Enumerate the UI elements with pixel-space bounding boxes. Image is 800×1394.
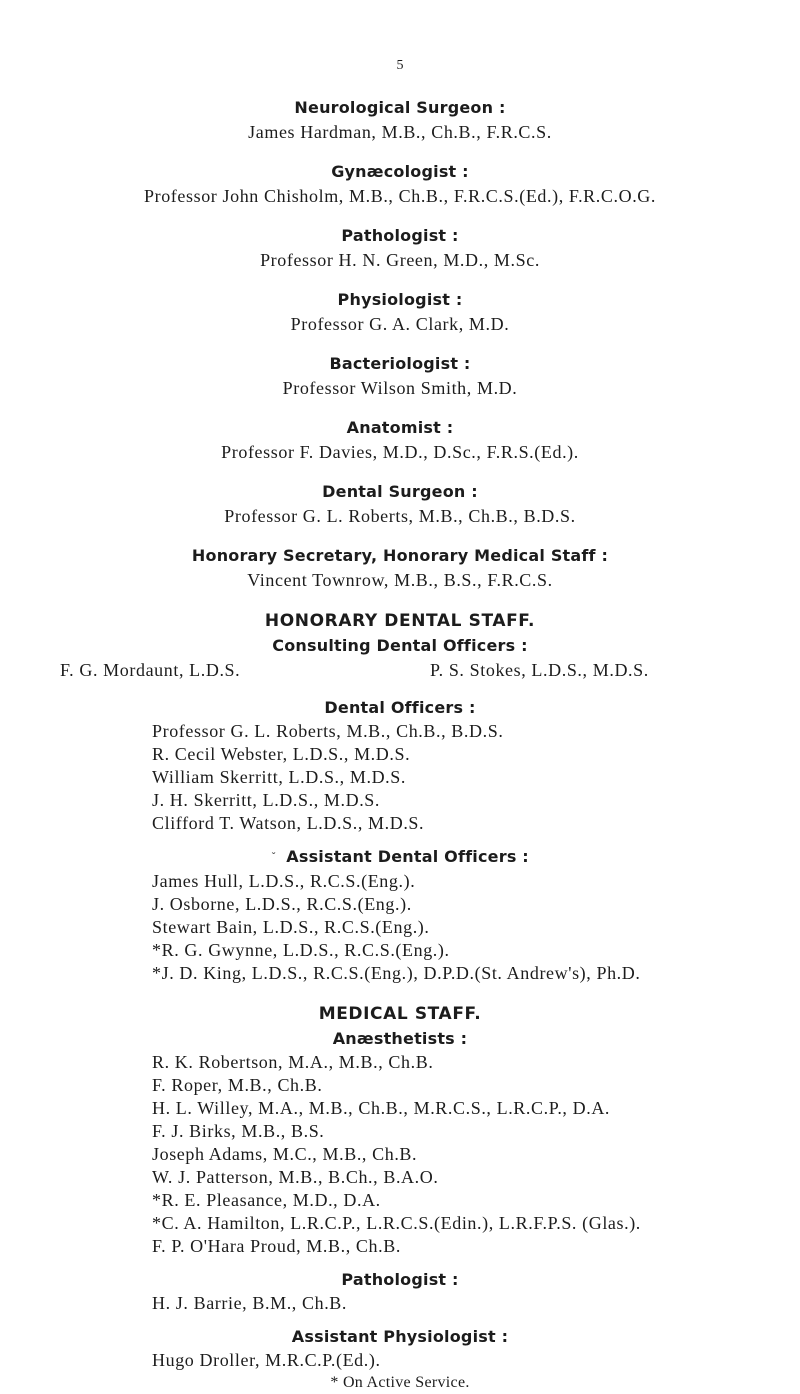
assistant-dental-title [0,845,800,870]
list-item: R. K. Robertson, M.A., M.B., Ch.B. [152,1051,434,1072]
list-item: James Hull, L.D.S., R.C.S.(Eng.). [152,870,416,891]
list-item: R. Cecil Webster, L.D.S., M.D.S. [152,744,411,764]
dental-officers-list [0,720,800,835]
page-number: 5 [396,58,404,73]
anaesthetists-title: Anæsthetists : [332,1028,468,1048]
list-item: J. H. Skerritt, L.D.S., M.D.S. [152,790,381,810]
list-item: H. L. Willey, M.A., M.B., Ch.B., M.R.C.S., L.R.C.P., D.A. [152,1097,611,1118]
pathologist-title: Pathologist : [341,1269,459,1289]
list-item: F. Roper, M.B., Ch.B. [152,1074,323,1095]
list-item: Stewart Bain, L.D.S., R.C.S.(Eng.). [152,916,430,937]
footnote: * On Active Service. [330,1373,470,1391]
assistant-dental-list [0,870,800,985]
staff-person: Professor Wilson Smith, M.D. [282,378,518,398]
list-item: F. J. Birks, M.B., B.S. [152,1120,325,1141]
staff-list [0,96,800,1394]
section-heading-dental: HONORARY DENTAL STAFF. [264,611,536,631]
list-item: *J. D. King, L.D.S., R.C.S.(Eng.), D.P.D.(St. Andrew's), Ph.D. [152,962,641,983]
section-heading-medical: MEDICAL STAFF. [318,1003,482,1024]
assistant-dental-title-text: Assistant Dental Officers : [286,847,529,866]
stray-mark-icon: ˇ [271,851,277,863]
staff-entry [0,352,800,400]
staff-entry [0,416,800,464]
staff-person: Vincent Townrow, M.B., B.S., F.R.C.S. [247,570,553,590]
list-item: *C. A. Hamilton, L.R.C.P., L.R.C.S.(Edin.), L.R.F.P.S. (Glas.). [152,1212,641,1233]
staff-role: Bacteriologist : [329,354,471,373]
assistant-physiologist-list [0,1349,800,1372]
list-item: F. P. O'Hara Proud, M.B., Ch.B. [152,1235,401,1256]
assistant-physiologist-title: Assistant Physiologist : [291,1326,509,1346]
list-item: W. J. Patterson, M.B., B.Ch., B.A.O. [152,1166,439,1187]
anaesthetists-list [0,1051,800,1258]
consulting-dental-row [0,658,800,682]
staff-person: Professor F. Davies, M.D., D.Sc., F.R.S.(Ed.). [221,442,579,462]
staff-entry [0,480,800,528]
list-item: Joseph Adams, M.C., M.B., Ch.B. [152,1143,418,1164]
list-item: H. J. Barrie, B.M., Ch.B. [152,1292,347,1313]
staff-role: Gynæcologist : [331,162,469,181]
list-item: *R. E. Pleasance, M.D., D.A. [152,1189,381,1210]
staff-person: Professor G. A. Clark, M.D. [290,314,510,334]
list-item: *R. G. Gwynne, L.D.S., R.C.S.(Eng.). [152,939,450,960]
staff-entry [0,96,800,144]
staff-role: Pathologist : [341,226,459,245]
staff-role: Neurological Surgeon : [294,98,506,117]
staff-entry [0,224,800,272]
staff-role: Honorary Secretary, Honorary Medical Staff : [191,546,609,565]
dental-officers-title: Dental Officers : [324,698,476,717]
list-item: Clifford T. Watson, L.D.S., M.D.S. [152,813,425,833]
staff-role: Dental Surgeon : [322,482,478,501]
staff-entry [0,160,800,208]
pathologist-list [0,1292,800,1315]
staff-role: Physiologist : [337,290,463,309]
staff-person: James Hardman, M.B., Ch.B., F.R.C.S. [248,122,552,142]
staff-entry [0,288,800,336]
consulting-dental-left: F. G. Mordaunt, L.D.S. [60,660,241,680]
list-item: William Skerritt, L.D.S., M.D.S. [152,767,406,787]
staff-person: Professor H. N. Green, M.D., M.Sc. [260,250,540,270]
staff-role: Anatomist : [346,418,454,437]
staff-entry [0,544,800,592]
staff-person: Professor G. L. Roberts, M.B., Ch.B., B.D.S. [224,506,576,526]
staff-person: Professor John Chisholm, M.B., Ch.B., F.R.C.S.(Ed.), F.R.C.O.G. [144,186,656,206]
list-item: J. Osborne, L.D.S., R.C.S.(Eng.). [152,893,412,914]
consulting-dental-title: Consulting Dental Officers : [272,636,528,655]
consulting-dental-right: P. S. Stokes, L.D.S., M.D.S. [430,660,649,680]
list-item: Hugo Droller, M.R.C.P.(Ed.). [152,1349,381,1370]
list-item: Professor G. L. Roberts, M.B., Ch.B., B.D.S. [152,721,504,741]
